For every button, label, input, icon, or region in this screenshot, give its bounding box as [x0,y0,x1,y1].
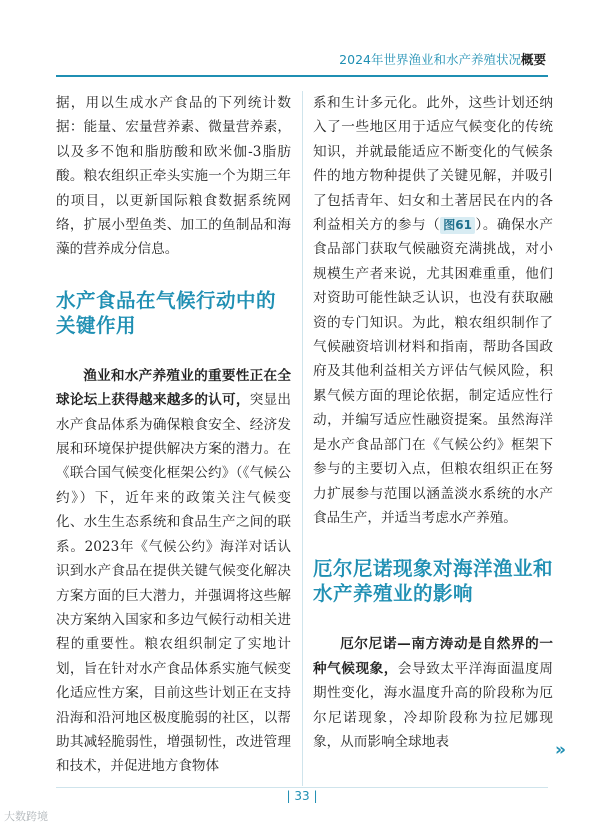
left-column [56,91,291,779]
running-title-text: 2024年世界渔业和水产养殖状况 [339,52,521,67]
intro-paragraph: 据，用以生成水产食品的下列统计数据：能量、宏量营养素、微量营养素，以及多不饱和脂肪酸和欧米伽-3脂肪酸。粮农组织正牵头实施一个为期三年的项目，以更新国际粮食数据系统网络，扩展小型鱼类、加工的鱼制品和海藻的营养成分信息。 [56,95,291,258]
section-1-cont-a: 系和生计多元化。此外，这些计划还纳入了一些地区用于适应气候变化的传统知识，并就最能适应不断变化的气候条件的地方物种提供了关键见解，并吸引了包括青年、妇女和土著居民在内的各利益相关方的参与（ [313,95,553,234]
page-header [0,0,604,80]
continue-arrow-icon: » [555,740,566,760]
page-number: | 33 | [286,789,318,803]
running-title [339,50,546,68]
running-title-suffix: 概要 [520,52,546,67]
section-2-body: 会导致太平洋海面温度周期性变化，海水温度升高的阶段称为厄尔尼诺现象，冷却阶段称为拉尼娜现象，从而影响全球地表 [313,660,554,750]
watermark: 大数跨境 [4,810,48,823]
footer-rule [56,787,548,788]
right-column [313,91,553,754]
column-divider [302,91,303,786]
header-rule [56,75,548,77]
section-2-paragraph [313,632,553,754]
figure-61-link[interactable]: 图61 [440,217,475,234]
section-heading-el-nino: 厄尔尼诺现象对海洋渔业和水产养殖业的影响 [313,557,554,606]
section-1-cont-b: ）。确保水产食品部门获取气候融资充满挑战，对小规模生产者来说，尤其困难重重，他们对资助可能性缺乏认识，也没有获取融资的专门知识。为此，粮农组织制作了气候融资培训材料和指南，帮助各国政府及其他利益相关方评估气候风险，积累气候方面的理论依据，制定适应性行动，并编写适应性融资提案。虽然海洋是水产食品部门在《气候公约》框架下参与的主要切入点，但粮农组织正在努力扩展参与范围以涵盖淡水系统的水产食品生产，并适当考虑水产养殖。 [313,217,554,526]
section-1-continuation [313,91,553,530]
section-1-body: 突显出水产食品体系为确保粮食安全、经济发展和环境保护提供解决方案的潜力。在《联合国气候变化框架公约》（《气候公约》）下，近年来的政策关注气候变化、水生生态系统和食品生产之间的联系。2023年《气候公约》海洋对话认识到水产食品在提供关键气候变化解决方案方面的巨大潜力，并强调将这些解决方案纳入国家和多边气候行动相关进程的重要性。粮农组织制定了实地计划，旨在针对水产食品体系实施气候变化适应性方案，目前这些计划正在支持沿海和沿河地区极度脆弱的社区，以帮助其减轻脆弱性，增强韧性，改进管理和技术，并促进地方食物体 [56,392,292,775]
section-1-paragraph [56,364,291,779]
section-heading-climate-action: 水产食品在气候行动中的关键作用 [56,288,277,337]
section-1-lead: 渔业和水产养殖业的重要性正在全球论坛上获得越来越多的认可， [56,367,291,409]
section-2-lead: 厄尔尼诺—南方涛动是自然界的一种气候现象， [313,636,553,677]
